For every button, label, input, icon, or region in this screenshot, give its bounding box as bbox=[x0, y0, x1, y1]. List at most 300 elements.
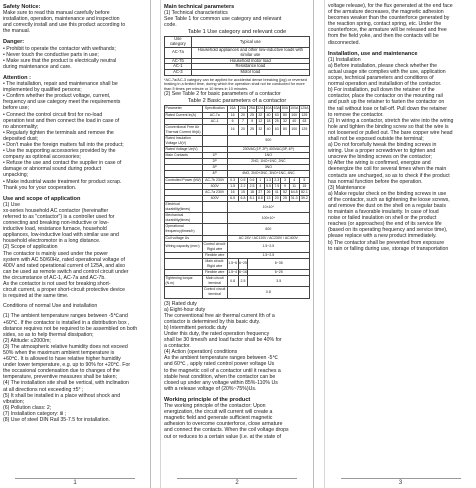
text-line: • The installation, repair and maintenance shall be bbox=[3, 81, 118, 88]
table-2-cell: 0.3 bbox=[227, 177, 238, 183]
table-2-cell: 1.5~6 bbox=[227, 258, 238, 269]
text-line: shall be 30 times/h and load factor shall be 40% for bbox=[164, 337, 282, 344]
text-line: code. bbox=[164, 22, 177, 29]
table-2-cell: Flexible wire bbox=[202, 270, 227, 276]
text-line: (6) Pollution class: 2; bbox=[3, 404, 52, 411]
text-line: shall not be exposed outside the terminal; bbox=[328, 135, 424, 142]
table-1-cell: Resistance load bbox=[191, 64, 309, 70]
text-line: closed up under any voltage within 85%-110% Us bbox=[164, 379, 278, 386]
table-2-cell: 25 bbox=[273, 118, 281, 124]
text-line: The contactor is mainly used under the power bbox=[3, 250, 108, 257]
text-line: referred to as "contactor") is a controller used for bbox=[3, 214, 115, 220]
table-2-cell: 63A bbox=[273, 106, 280, 111]
table-2-row bbox=[165, 287, 310, 298]
table-2-cell: 8.8 bbox=[257, 195, 263, 200]
table-2-cell: 18 bbox=[264, 118, 272, 124]
table-2-cell: 16 bbox=[227, 189, 238, 195]
table-2-cell: 40 bbox=[264, 112, 272, 118]
table-2-cell: 32 bbox=[256, 124, 264, 135]
page-number-2: 2 bbox=[161, 478, 313, 486]
table-2-cell: 16 bbox=[227, 124, 238, 135]
table-2-cell: 64.8 bbox=[290, 189, 298, 194]
table-2-cell: 6~25 bbox=[238, 258, 248, 269]
table-2-cell: 0.8 bbox=[227, 276, 238, 287]
text-line: inductive load, resistance furnace, household bbox=[3, 226, 107, 233]
text-line: and 60℃ , apply rated control power voltage Us bbox=[164, 361, 275, 368]
table-2-cell: AC-7b 230V bbox=[202, 177, 227, 183]
table-2-cell: 63 bbox=[299, 118, 309, 124]
text-line: at all directions not exceeding ±5° ; bbox=[3, 386, 84, 393]
text-line: (1) Technical characteristics bbox=[164, 10, 228, 17]
table-2-cell: 125A bbox=[300, 106, 309, 111]
text-line: The working principle of the contactor: Upon bbox=[164, 403, 266, 410]
table-2-cell: Coil voltage Us bbox=[165, 235, 203, 241]
table-1-header-cell: Use category bbox=[165, 37, 192, 48]
table-2-cell: 6.8 bbox=[238, 195, 248, 201]
table-2-title: Table 2 Basic parameters of a contactor bbox=[187, 98, 287, 105]
table-2-cell: 26 bbox=[264, 189, 272, 195]
table-2-cell: 80 bbox=[281, 112, 289, 118]
text-line: operation test and then connect the load in case of bbox=[3, 117, 120, 124]
section-heading: Working principle of the product bbox=[164, 396, 251, 403]
text-line: a contactor. bbox=[164, 343, 191, 350]
section-heading: Attention : bbox=[3, 74, 31, 81]
table-2-cell: 4NO, 2NO+2NC, 3NO+1NC, 4NC bbox=[227, 171, 309, 177]
table-2-cell: 100 bbox=[289, 124, 299, 135]
text-line: the circumstance of AC-1, AC-7a and AC-7b. bbox=[3, 274, 106, 281]
text-line: a) Before installation, please check whether the bbox=[328, 62, 438, 69]
text-line: (2) See Table 2 for basic parameters of a contactor bbox=[164, 91, 281, 98]
table-2-cell: 80A bbox=[281, 106, 289, 111]
table-2-cell: AC-7a 230V bbox=[202, 189, 227, 195]
table-2-cell: 1NO bbox=[227, 153, 309, 159]
table-2-cell: 500 bbox=[227, 135, 309, 146]
text-line: before use; bbox=[3, 105, 29, 112]
table-2-cell: 600 bbox=[227, 224, 309, 235]
text-line bbox=[3, 191, 147, 195]
text-line: unscrew the binding screws on the contactor; bbox=[328, 154, 432, 161]
table-1-cell: AC-1 bbox=[165, 64, 192, 70]
text-line: implemented by qualified persons; bbox=[3, 87, 82, 94]
table-2-cell: 6.5 bbox=[227, 195, 238, 201]
column-3 bbox=[324, 0, 476, 488]
table-2-row bbox=[165, 135, 310, 146]
table-2-cell: Rated Insulation Voltage Ui(V) bbox=[165, 135, 203, 146]
text-line: (2) Scope of application bbox=[3, 244, 58, 251]
table-2-cell: Flexible wire bbox=[202, 252, 227, 258]
text-line bbox=[328, 46, 473, 50]
text-line: (based on its operating frequency and service time), bbox=[328, 227, 448, 234]
text-line: 50% when the maximum ambient temperature is bbox=[3, 349, 115, 356]
table-2-cell: 4 bbox=[256, 183, 264, 189]
table-2-cell: 125 bbox=[299, 124, 309, 135]
table-1-cell: Household appliances and other low-inductive loads with similar use bbox=[191, 48, 309, 59]
text-line: hole and tighten the binding screw so that the wire is bbox=[328, 123, 449, 130]
table-2-cell: Main circuit terminal bbox=[202, 276, 227, 287]
text-line: and remove the dust on the shell on a regular basis bbox=[328, 203, 446, 209]
table-2-cell: 230VAC(1P, 2P) 400VAC(3P, 4P) bbox=[227, 147, 309, 153]
table-2-cell: 1 bbox=[256, 177, 264, 183]
table-2 bbox=[164, 105, 310, 298]
table-2-cell: 20 bbox=[238, 124, 248, 135]
text-line: to rain or falling during use, storage of transportation bbox=[328, 245, 449, 252]
text-line: damage or abnormal sound during product bbox=[3, 166, 102, 173]
text-line: magnetic field and generate sufficient magnetic bbox=[164, 415, 273, 422]
column-2-text-c bbox=[164, 301, 310, 440]
table-2-cell: 8.1 bbox=[249, 195, 255, 200]
text-line: b) After the wiring is confirmed, energize and bbox=[328, 160, 431, 167]
table-2-cell: 6~25 bbox=[248, 270, 310, 276]
table-2-cell: 0.5 bbox=[238, 177, 248, 183]
text-line bbox=[3, 70, 147, 74]
table-2-cell: 15 bbox=[238, 189, 248, 195]
table-2-cell bbox=[202, 201, 227, 212]
text-line: actual usage site complies with the use, application bbox=[328, 68, 446, 75]
table-1-cell: Motor load bbox=[191, 70, 309, 76]
table-2-cell: 100A bbox=[290, 106, 299, 111]
column-1 bbox=[0, 0, 151, 488]
table-2-row bbox=[165, 224, 310, 235]
table-2-cell: 25 bbox=[281, 195, 289, 201]
text-line: As the ambient temperature ranges between -5℃ bbox=[164, 355, 279, 362]
text-line: energization, the circuit will current will create a bbox=[164, 409, 273, 416]
table-2-cell: AC-7a bbox=[202, 112, 227, 118]
table-2-cell: Control circuit: Rigid wire bbox=[203, 241, 226, 251]
text-line: (2) Altitude: ≤2000m; bbox=[3, 337, 51, 344]
text-line: not loosened or pulled out. The bare copper wire head bbox=[328, 129, 453, 136]
text-line: household electromotor in a long distance. bbox=[3, 238, 101, 245]
text-line: a) Do not forcefully tweak the binding screws in bbox=[328, 142, 437, 149]
table-2-cell: 3P bbox=[202, 165, 227, 171]
table-2-cell: 125 bbox=[299, 112, 309, 118]
table-2-cell: 25 bbox=[248, 124, 256, 135]
section-heading: Use and scope of application bbox=[3, 195, 81, 202]
table-2-cell: 10×10⁴ bbox=[227, 201, 309, 212]
page-number-3: 3 bbox=[325, 478, 476, 486]
table-2-cell: 40A bbox=[265, 106, 272, 111]
text-line: a) Make regular check on the binding screws in use bbox=[328, 190, 447, 197]
text-line: the occasional condensation due to changes of the bbox=[3, 368, 120, 375]
text-line: scope, technical parameters and conditions of bbox=[328, 75, 434, 82]
text-line: the rail without lose or fall-off. Pull down the retainer bbox=[328, 105, 447, 112]
text-line: +60℃. If the contactor is installed in a distribution box , bbox=[3, 319, 130, 326]
table-2-cell: 6~35 bbox=[248, 258, 310, 269]
column-3-text bbox=[328, 3, 473, 252]
text-line: (4) Action (operation) conditions bbox=[164, 349, 238, 356]
table-2-cell: 52 bbox=[281, 189, 289, 195]
text-line: out or reduces to a certain value (i.e. at the state of bbox=[164, 433, 282, 440]
table-2-cell: 31.3 bbox=[290, 195, 298, 200]
table-2-row bbox=[165, 241, 310, 252]
text-line: unpacking; bbox=[3, 172, 29, 179]
table-2-cell: 9 bbox=[281, 183, 289, 189]
text-line: and connect the contacts. When the coil voltage drops bbox=[164, 427, 289, 434]
text-line: (4) The installation site shall be vertical, with inclination bbox=[3, 380, 129, 387]
text-line: • Prohibit to operate the contactor with wethands; bbox=[3, 45, 116, 52]
table-2-cell: AC 24V / AC110V / AC230V / AC400V bbox=[227, 235, 309, 241]
table-1-note: *AC-7a/AC-3 category can be applied for accidental dense breaking (jog) or reversed braking in a limited time, during which the operation shall not be conducted for more than 5 times per minute or 10 times in 10 minutes. bbox=[164, 78, 307, 91]
text-line: during maintenance and care. bbox=[3, 63, 72, 70]
text-line: has normal function before the operation. bbox=[328, 178, 423, 185]
table-1-header-row bbox=[165, 37, 310, 48]
table-2-cell: 16A bbox=[227, 106, 238, 112]
table-2-cell: 0.6 bbox=[249, 177, 255, 182]
table-2-cell: 20 bbox=[238, 112, 248, 118]
table-2-cell: 1P bbox=[202, 153, 227, 159]
text-line: frequency and use category meet the requirements bbox=[3, 99, 121, 106]
section-heading: Installation, use and maintenance bbox=[328, 50, 418, 57]
table-2-row bbox=[165, 213, 310, 224]
table-2-row bbox=[165, 258, 310, 269]
table-2-cell: 2.2 bbox=[238, 183, 248, 189]
section-heading: Main technical parameters bbox=[164, 4, 235, 10]
text-line: the reaction spring, contact spring, etc. Under the bbox=[328, 21, 442, 28]
text-line: counterforce, the armature will be released and free bbox=[328, 27, 447, 34]
text-line: connecting and breaking non-inductive or low- bbox=[3, 220, 109, 227]
table-2-cell: 5.5 bbox=[266, 183, 271, 188]
table-2-cell: 2.5 bbox=[238, 276, 248, 287]
table-2-cell: 40 bbox=[289, 118, 299, 124]
text-line: the manual. bbox=[3, 28, 31, 35]
table-2-cell: 3NO bbox=[227, 165, 309, 171]
text-line: • Refuse the use and contact the supplier in case of bbox=[3, 160, 122, 167]
table-2-cell bbox=[165, 287, 203, 298]
table-2-cell: Main circuit: Rigid wire bbox=[202, 258, 227, 269]
text-line: system with AC 50/60Hz, rated operational voltage of bbox=[3, 256, 125, 263]
text-line: of the contactor, such as tightening the loose screws, bbox=[328, 196, 450, 203]
text-line: Conditions of normal Use and installation bbox=[3, 303, 98, 310]
table-2-cell: Specification bbox=[202, 106, 227, 112]
table-2-cell: 11 bbox=[289, 183, 299, 189]
text-line: b) Intermittent periodic duty bbox=[164, 324, 227, 331]
text-line: appliances, low-inductive load with similar use and bbox=[3, 232, 119, 239]
text-line: b) For installation, pull down the retainer of the bbox=[328, 87, 435, 94]
text-line: deposited dust; bbox=[3, 135, 39, 142]
text-line: b) The contactor shall be prevented from exposure bbox=[328, 239, 445, 246]
table-2-cell: 2NO, 1NO+1NC, 2NC bbox=[227, 159, 309, 165]
table-2-cell: Main Contacts bbox=[165, 153, 203, 159]
text-line: (8) Use of steel DIN Rail 35-7.5 for installation. bbox=[3, 417, 110, 423]
table-1-cell: AC-7b bbox=[165, 58, 192, 64]
table-2-cell: 32 bbox=[281, 118, 289, 124]
text-line: • Confirm whether the product voltage, current, bbox=[3, 93, 111, 100]
text-line: The conventional free air thermal current Ith of a bbox=[164, 312, 275, 319]
text-line: adhesion to overcome counterforce, close armature bbox=[164, 421, 283, 428]
table-1-cell: AC-3 bbox=[165, 70, 192, 76]
table-1-cell: Household motor load bbox=[191, 58, 309, 64]
table-2-cell: 41 bbox=[273, 189, 281, 195]
table-2-cell: 0.8 bbox=[227, 287, 309, 298]
column-2-text-b bbox=[164, 91, 310, 97]
table-2-cell: 1.5~2.5 bbox=[227, 241, 309, 252]
section-heading: Danger: bbox=[3, 39, 25, 46]
table-2-row bbox=[165, 124, 310, 135]
text-line: temperature, preventive measures shall be taken; bbox=[3, 374, 117, 381]
table-2-cell: 13 bbox=[264, 195, 272, 201]
text-line: (1) Use bbox=[3, 201, 21, 208]
text-line: (2) In wiring a contactor, stretch the wire into the wiring bbox=[328, 117, 454, 124]
table-2-cell: 16 bbox=[227, 112, 238, 118]
table-2-cell: 4P bbox=[202, 171, 227, 177]
text-line: • Never touch the conductive parts in use; bbox=[3, 51, 99, 58]
text-line: Thank you for your cooperation. bbox=[3, 184, 77, 191]
text-line: becomes weaker than the counterforce generated by bbox=[328, 15, 450, 22]
text-line: • Make sure that the product is electrically neutral bbox=[3, 57, 117, 64]
table-1-row bbox=[165, 48, 310, 59]
text-line: • Don't make the foreign matters fall into the product; bbox=[3, 141, 124, 148]
table-2-cell: 6~16 bbox=[239, 270, 247, 275]
table-2-cell: 20A bbox=[239, 106, 247, 111]
text-line: contacts are uncharged, so as to check if the product bbox=[328, 172, 450, 179]
text-line: and push up the retainer to fasten the contactor on bbox=[328, 99, 445, 106]
text-line: (3) The atmospheric relative humidity does not exceed bbox=[3, 343, 128, 350]
table-2-cell: 18 bbox=[248, 189, 256, 195]
table-2-cell: 32 bbox=[256, 112, 264, 118]
text-line bbox=[3, 34, 147, 38]
table-2-cell: Mechanical durability(times) bbox=[165, 213, 203, 224]
text-line: from the field yoke, and then the contacts will be bbox=[328, 33, 439, 40]
table-2-cell: 3.5 bbox=[248, 276, 310, 287]
text-line: deenergize the coil for several times when the main bbox=[328, 166, 447, 173]
table-2-cell bbox=[202, 213, 227, 224]
text-line: vibration; bbox=[3, 398, 25, 405]
table-2-cell: Rated Current In(A) bbox=[165, 112, 203, 118]
table-2-cell bbox=[202, 224, 227, 235]
table-2-cell: Parameter bbox=[165, 106, 203, 112]
column-1-text bbox=[3, 4, 147, 423]
table-1-row bbox=[165, 70, 310, 76]
text-line: Under this duty, the rated operation frequency bbox=[164, 331, 270, 338]
section-heading: Safety Notice: bbox=[3, 4, 41, 10]
table-2-cell: Conventional Free Air Thermal Current Ith(A) bbox=[165, 124, 201, 134]
table-2-cell: AC-1 bbox=[202, 118, 227, 124]
table-2-cell: 27 bbox=[256, 189, 264, 195]
text-line: installation, operation, maintenance and inspection bbox=[3, 16, 120, 23]
text-line: wiring. Use a proper screwdriver to tighten and bbox=[328, 148, 436, 155]
text-line: +60℃. It is allowed to have relative higher humidity bbox=[3, 356, 121, 363]
text-line: • Use the supporting accessories provided by the bbox=[3, 148, 116, 155]
table-2-cell: 100×10⁴ bbox=[227, 213, 309, 224]
text-line: (5) It shall be installed in a place without shock and bbox=[3, 392, 121, 399]
table-2-cell bbox=[202, 124, 227, 135]
table-2-cell: 1.3 bbox=[266, 177, 271, 182]
table-2-cell: 82.1 bbox=[300, 189, 308, 194]
table-2-cell: Rated Voltage Ue(V) bbox=[165, 147, 203, 153]
text-line: 400V and rated operational current of 125A, and also bbox=[3, 262, 125, 269]
text-line: • Make industrial waste treatment for product scrap. bbox=[3, 178, 122, 185]
table-2-cell: 1.5~4 bbox=[228, 270, 238, 275]
column-2-text-a bbox=[164, 4, 310, 28]
text-line: As the contactor is not used for breaking short- bbox=[3, 281, 111, 288]
text-line: (7) Installation category: Ⅲ ; bbox=[3, 410, 67, 417]
table-2-row bbox=[165, 201, 310, 212]
table-2-cell: Controlled Power (kW) bbox=[165, 177, 201, 182]
table-2-cell: 1.5 bbox=[227, 183, 238, 189]
text-line: no abnormality; bbox=[3, 123, 39, 130]
column-2 bbox=[160, 0, 314, 488]
table-2-cell: 63 bbox=[273, 112, 281, 118]
text-line: (3) Rated duty bbox=[164, 300, 197, 307]
table-2-cell: 12 bbox=[256, 118, 264, 124]
table-2-cell: 15 bbox=[299, 183, 309, 189]
table-2-cell: 39.2 bbox=[300, 195, 308, 200]
table-2-cell: 7 bbox=[238, 118, 248, 124]
text-line: company as optional accessories; bbox=[3, 154, 81, 161]
table-2-cell: 80 bbox=[281, 124, 289, 135]
text-line: a) Eight-hour duty bbox=[164, 306, 206, 313]
table-1 bbox=[164, 36, 310, 76]
text-line: (3) Maintenance bbox=[328, 184, 366, 191]
table-2-cell: 3 bbox=[281, 177, 289, 183]
table-2-cell: 400V bbox=[202, 195, 227, 201]
text-line: to maintain a favorable insularity. In case of loud bbox=[328, 209, 439, 216]
text-line: can be used as remote switch and control circuit under bbox=[3, 268, 129, 275]
table-2-row bbox=[165, 276, 310, 287]
text-line bbox=[164, 392, 310, 396]
text-line: Make sure to read this manual carefully before bbox=[3, 10, 110, 17]
table-2-cell: Electrical durability(times) bbox=[165, 201, 203, 212]
table-2-cell: Wiring capacity (mm²) bbox=[165, 241, 203, 252]
table-2-cell: 25A bbox=[248, 106, 256, 111]
text-line: xx-series household AC contactor (hereinafter bbox=[3, 207, 109, 214]
table-2-cell: 1.5~2.5 bbox=[227, 252, 309, 258]
table-2-cell: 63 bbox=[273, 124, 281, 135]
table-1-header-cell: Typical use bbox=[191, 37, 309, 48]
table-1-title: Table 1 Use category and relevant code bbox=[187, 29, 287, 36]
table-2-cell: 100 bbox=[289, 112, 299, 118]
table-2-cell: 400V bbox=[202, 183, 227, 189]
table-2-cell: 7.5 bbox=[274, 183, 280, 188]
table-2-cell: 4 bbox=[289, 177, 299, 183]
text-line: disconnected. bbox=[328, 39, 361, 46]
table-2-cell: Tightening torque (N.m) bbox=[165, 276, 203, 287]
text-line: noise or failed insulation on shell or the product bbox=[328, 215, 437, 222]
page-number-1: 1 bbox=[0, 478, 150, 486]
table-2-cell: 2P bbox=[202, 159, 227, 165]
text-line: normal operation and installation of the contactor. bbox=[328, 81, 442, 88]
table-2-cell: 5 bbox=[299, 177, 309, 183]
table-2-cell: 32A bbox=[257, 106, 264, 111]
text-line: and correctly install and use this product according to bbox=[3, 22, 126, 29]
text-line: • Connect the control circuit first for no-load bbox=[3, 111, 103, 118]
table-2-cell: Control circuit terminal bbox=[203, 287, 226, 297]
text-line: to remove the contactor. bbox=[328, 111, 384, 118]
text-line: (1) Installation bbox=[328, 56, 361, 63]
text-line: stable heat condition, when the contactor can be bbox=[164, 373, 276, 380]
text-line: (1) The ambient temperature ranges between -5℃and bbox=[3, 313, 128, 320]
text-line: please replace with a new product immediately. bbox=[328, 233, 437, 240]
text-line: contactor, place the contactor on the mounting rail bbox=[328, 93, 443, 100]
text-line: sides, so as to help thermal dissipation; bbox=[3, 331, 94, 338]
table-2-cell bbox=[202, 135, 227, 146]
text-line: contactor is determined by this basic duty. bbox=[164, 318, 261, 325]
table-1-cell: AC-7a bbox=[165, 48, 192, 59]
text-line: • Regularly tighten the terminals and remove the bbox=[3, 129, 114, 136]
text-line: voltage release), for the flux generated at the end face bbox=[328, 3, 453, 9]
table-2-cell: 2.5 bbox=[249, 183, 255, 188]
table-2-cell: 25 bbox=[248, 112, 256, 118]
table-2-cell bbox=[165, 258, 203, 269]
table-2-cell: 2.3 bbox=[274, 177, 280, 182]
text-line: See Table 1 for common use category and relevant bbox=[164, 16, 282, 23]
table-2-cell: 6 bbox=[227, 118, 238, 124]
table-2-cell: 9 bbox=[248, 118, 256, 124]
table-2-cell: Operational frequency(times/h) bbox=[165, 224, 203, 235]
table-2-cell: 40 bbox=[264, 124, 272, 135]
text-line: under lower temperature, e.g. up to 90% for +20℃. For bbox=[3, 362, 131, 369]
text-line: distance requires not be required to be assembled on both bbox=[3, 325, 138, 332]
table-2-cell: 20 bbox=[273, 195, 281, 201]
